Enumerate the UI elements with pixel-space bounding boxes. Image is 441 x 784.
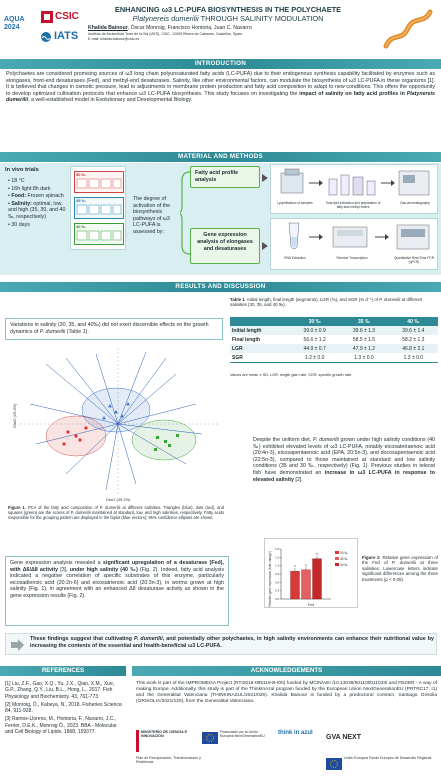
fatty-acid-box [190, 166, 260, 188]
rna-tube-icon [289, 223, 299, 249]
fig2-ytick-label: 0.3 [275, 588, 279, 593]
figure2-bars [291, 552, 322, 599]
figure2-panel [264, 538, 358, 608]
tank-40 [74, 223, 124, 245]
fig2-ytick-label: 0.9 [275, 572, 279, 576]
results-text1: Variations in salinity (30, 35, and 40‰) did not exert discernible effects on the growth dynamics of P. dumerilii (Table 1). [10, 322, 209, 335]
intro-text [6, 71, 435, 104]
gva-logo-text: GVA NEXT [326, 734, 362, 741]
tank-30 [74, 171, 124, 193]
tank-label-40: 40 ‰ [76, 224, 86, 229]
eu-logo-text: Financiado por la Unión Europea NextGenerationEU [220, 730, 265, 739]
eu-flag-icon [202, 732, 218, 744]
title-rest: THROUGH SALINITY MODULATION [200, 14, 324, 23]
intro-text-a: Polychaetes are considered promising sources of ω3 long chain polyunsaturated fatty acids (LC-PUFA) due to their endogenous synthesis capability facilitated by enzymes such as elongases, front-end desaturases (Fed), and methyl-end desaturases. Salinity, like other environmental factors, can modulate the biosynthesis of ω3 LC-PUFA in these organisms [1]. It is believed that changes in osmotic pressure, lead to adjustments in membrane protein production and fatty acid composition to adapt to new conditions. This offers the opportunity to develop optimized cultivation protocols that enhance ω3 LC-PUFA biosynthesis. This study focuses on investigating the [6, 71, 435, 97]
table-row: SGR 1.2 ± 0.0 1.3 ± 0.0 1.3 ± 0.0 [230, 353, 438, 363]
fig2-bar [291, 571, 300, 599]
intro-species: Platynereis dumerilii [6, 90, 435, 104]
fig2-sig-letter: b [305, 562, 307, 567]
section-results: RESULTS AND DISCUSSION [0, 282, 441, 292]
tank-label-35: 35 ‰ [76, 198, 86, 203]
csic-logo [40, 9, 80, 25]
prtr-logo [136, 756, 206, 778]
bullet-salinity: • Salinity: optimal, low, and high (35, 30, and 40 ‰, respectively) [8, 200, 66, 220]
gene-expression-box-label: Gene expression analysis of elongases and desaturases [197, 232, 253, 252]
results-text2: Despite the uniform diet, P. dumerilii grown under high salinity conditions (40 ‰) exhibited elevated levels of ω3 LC-PUFA, notably eicosatetraenoic acid (20:4n-3), eicosapentaenoic acid (EPA, 20:5n-3), and docosapentaenoic acid (22:5n-3), compared to those maintained at standard and low salinity conditions (35 and 30 ‰, respectively) (Fig. 1). Previous studies in teleost fish have demonstrated an increase in ω3 LC-PUFA in response to elevated salinity [2]. [253, 437, 435, 483]
fatty-acid-box-label: Fatty acid profile analysis [195, 170, 239, 183]
intro-text-b: , a well-established model in Evolutionary and Developmental Biology. [28, 97, 193, 104]
thinkinazul-logo [278, 730, 318, 752]
authors [88, 25, 348, 31]
bullet-duration: • 30 days [8, 221, 30, 228]
step-qpcr: Quantitative Real-Time PCR (qPCR) [393, 256, 435, 264]
feder-logo-text: Unión Europea Fondo Europeo de Desarrollo Regional [344, 756, 432, 760]
tank-40-wells-icon [75, 229, 123, 243]
arrow-right-icon [9, 637, 25, 653]
thermocycler-icon [333, 227, 367, 247]
fig2-ylabel: Relative gene expression (fold change) [268, 551, 272, 607]
workflow-bottom [270, 218, 438, 270]
figure2-caption: Figure 2. Relative gene expression of the Fed of P. dumerilii at three salinities. Lowercase letters indicate significant differences among the three treatments (p < 0.05). [362, 555, 439, 582]
in-vivo-title: In vivo trials [5, 167, 39, 173]
fig2-ytick-label: 1.5 [275, 555, 279, 560]
fig2-sig-letter: b [294, 564, 296, 569]
step-rna: RNA Extraction [284, 256, 306, 260]
csic-logo-text: CSIC [55, 11, 79, 22]
workflow-top [270, 164, 438, 214]
first-author: Khalida Bainour [88, 25, 128, 31]
fig2-legend-label: 30 ‰ [340, 550, 348, 555]
conclusion-text: These findings suggest that cultivating P. dumerilii, and potentially other polychaetes, in high salinity environments can enhance their nutritional value by increasing the contents of the essential and health-beneficial ω3 LC-PUFA. [30, 636, 434, 649]
fig2-ytick-label: 0.0 [275, 597, 279, 601]
thinkinazul-logo-text: think in azul [278, 730, 313, 736]
table-row: LGR 44.9 ± 0.7 47.9 ± 1.2 46.8 ± 2.1 [230, 344, 438, 353]
results-text1-box [5, 318, 223, 340]
acknowledgements-text: This work is part of the IMPROMEGA Project (RTI2018-095119-B-I00) funded by MCIN/AEI /10.13039/501100011033/ and FEDER - A way of making Europe. Additionally, this study is part of the ThinkInAzul program funded by the European Union NextGenerationEU (PRTRC17. I1) and the Generalitat Valenciana (THINKINAZUL/2021/026). Khalida Bainour is funded by a predoctoral contract, Santiago Grisolia (GRISOLIA/2021/120), from the Generalitat Valenciana. [136, 681, 437, 704]
gas-chromatograph-icon [399, 171, 429, 195]
fig2-legend-swatch [335, 563, 339, 566]
table1-header-40: 40 ‰ [407, 318, 420, 325]
workflow-bottom-illustrations [271, 219, 439, 255]
arrow-fatty-acid-icon [262, 174, 268, 182]
title-species: Platynereis dumerilii [132, 14, 199, 23]
step-lyophilization: Lyophilization of samples [277, 201, 313, 205]
reference-item: [3] Ramos-Llorens, M., Hontoria, F., Navarro, J.C., Ferrier, D.E.K., Monroig Ó., 2023. BBA - Molecular and Cell Biology of Lipids. 1868, 159377. [5, 716, 117, 736]
gene-expression-box [190, 228, 260, 264]
iats-logo [40, 30, 85, 46]
poster-title [88, 5, 368, 23]
fig2-ytick-label: 1.2 [275, 563, 279, 568]
tank-35 [74, 197, 124, 219]
fig2-sig-letter: a [316, 551, 318, 556]
results-text3: Gene expression analysis revealed a significant upregulation of a desaturase (Fed), with Δ6/Δ8 activity [3], under high salinity (40 ‰) (Fig. 2). Indeed, fatty acid analysis indicated a negative correlation of specific substrates of this enzyme, particularly eicosadienoic acid (20:2n-6) and eicosatrienoic acid (20:3n-3), in worms grown at high salinity (Fig. 1), in agreement with an enhanced Δ8 desaturase activity as shown in the gene expression results (Fig. 2). [10, 560, 224, 599]
degree-text: The degree of activation of the biosynthesis pathways of ω3 LC-PUFA is assessed by: [133, 196, 171, 235]
section-introduction: INTRODUCTION [0, 59, 441, 69]
worm-photo [378, 2, 438, 56]
fig2-legend-label: 40 ‰ [340, 562, 348, 567]
pca-ylabel: Dim2 (25.0%) [12, 403, 17, 428]
fig2-legend-swatch [335, 557, 339, 560]
ministry-logo [136, 730, 196, 752]
reference-item: [2] Monroig, Ó., Kabeya, N., 2018. Fisheries Science. 84, 911-928. [5, 701, 124, 715]
fig2-bar [313, 559, 322, 599]
table1 [230, 317, 438, 363]
table1-header-35: 35 ‰ [358, 318, 370, 325]
iats-logo-text: IATS [54, 30, 79, 42]
gva-logo [326, 734, 376, 752]
aqua-logo-text: AQUA 2024 [4, 16, 25, 31]
eu-flag-icon [326, 758, 342, 770]
table1-caption: Table 1. Initial length, final length (segments), LGR (%), and SGR (% d⁻¹) of P. dumerilii at different salinities (30, 35, and 40 ‰). [230, 297, 423, 308]
intro-text-bold: impact of salinity on fatty acid profiles in [299, 90, 407, 97]
lyophilizer-icon [281, 169, 303, 193]
iats-wave-icon [40, 31, 52, 43]
section-materials: MATERIAL AND METHODS [0, 152, 441, 162]
other-authors: , Óscar Monroig, Francisco Hontoria, Juan C. Navarro [127, 25, 252, 31]
pca-xlabel: Dim1 (39.2%) [106, 497, 131, 502]
fig2-bar [302, 570, 311, 599]
title-line2 [88, 14, 368, 23]
step-gc: Gas chromatography [400, 201, 430, 205]
tanks-panel [70, 166, 126, 250]
bullet-food: • Food: Frozen spinach [8, 193, 64, 200]
references-bar: REFERENCES [0, 666, 126, 676]
table1-note: Values are mean ± SD; LGR: length gain rate; SGR: specific growth rate. [230, 373, 353, 377]
affiliation: Instituto de Acuicultura Torre de la Sal (IATS), CSIC, 12595 Ribera de Cabanes, Castellón, Spain. [88, 32, 244, 36]
table-row: Initial length 39.0 ± 0.9 39.6 ± 1.3 39.6 ± 1.4 [230, 326, 438, 335]
table1-header-30: 30 ‰ [308, 318, 321, 325]
qpcr-icon [397, 225, 429, 249]
pca-biplot [6, 344, 224, 504]
step-rt: Reverse Transcription [336, 256, 368, 260]
arrow-gene-icon [262, 242, 268, 250]
fig2-legend-swatch [335, 551, 339, 554]
table1-header-empty [230, 317, 290, 326]
email: E-mail: khalida.bainour@csic.es [88, 36, 140, 41]
step-extraction: Total lipid extraction and preparation of fatty acid methyl esters [325, 201, 381, 209]
bullet-temperature: • 18 °C [8, 178, 25, 184]
header [0, 0, 441, 58]
extraction-icon [329, 175, 375, 195]
ministry-logo-text: MINISTERIO DE CIENCIA E INNOVACIÓN [141, 730, 187, 739]
eu-logo [202, 730, 272, 752]
figure2-chart [265, 539, 359, 609]
tank-35-wells-icon [75, 203, 123, 217]
fig2-ytick-label: 1.8 [275, 547, 279, 551]
aqua-logo [4, 16, 38, 42]
fig2-ytick-label: 0.6 [275, 580, 279, 585]
figure1-caption: Figure 1. PCA of the fatty acid composition of P. dumerilii at different salinities. Triangles (blue), dots (red), and squares (green) are the scores of P. dumerilii maintained at standard, low, and high salinities, respectively. Fatty acids responsible for the grouping pattern are displayed in the biplot (blue vectors); 95% confidence ellipses are shown. [8, 505, 224, 520]
figure2-legend [335, 551, 348, 567]
acknowledgements-bar: ACKNOWLEDGEMENTS [132, 666, 441, 676]
funder-logos [136, 730, 439, 782]
results-text3-box [5, 556, 229, 626]
table-row: Final length 56.6 ± 1.2 58.5 ± 1.5 58.2 ± 1.3 [230, 335, 438, 344]
table1-header-row [230, 317, 438, 326]
bullet-photoperiod: • 16h light:8h dark [8, 185, 51, 192]
references-list [5, 681, 125, 735]
prtr-logo-text: Plan de Recuperación, Transformación y Resiliencia [136, 756, 201, 765]
tank-label-30: 30 ‰ [76, 172, 86, 177]
title-line1: ENHANCING ω3 LC-PUFA BIOSYNTHESIS IN THE POLYCHAETE [114, 5, 342, 14]
csic-shield-icon [40, 10, 54, 24]
in-vivo-bullets [8, 178, 68, 228]
workflow-top-illustrations [271, 165, 439, 201]
feder-logo [326, 756, 436, 778]
conclusion [5, 633, 437, 655]
fig2-xlabel: Fed [307, 603, 315, 607]
fig2-legend-label: 35 ‰ [340, 556, 348, 561]
tank-30-wells-icon [75, 177, 123, 191]
reference-item: [1] Liu, Z.F., Gao, X.Q., Yu, J.X., Qian, X.M., Xue, G.P., Zhang, Q.Y., Liu, B.L., Hong, L., 2017. Fish Physiology and Biochemistry. 43, 761-773. [5, 681, 115, 700]
